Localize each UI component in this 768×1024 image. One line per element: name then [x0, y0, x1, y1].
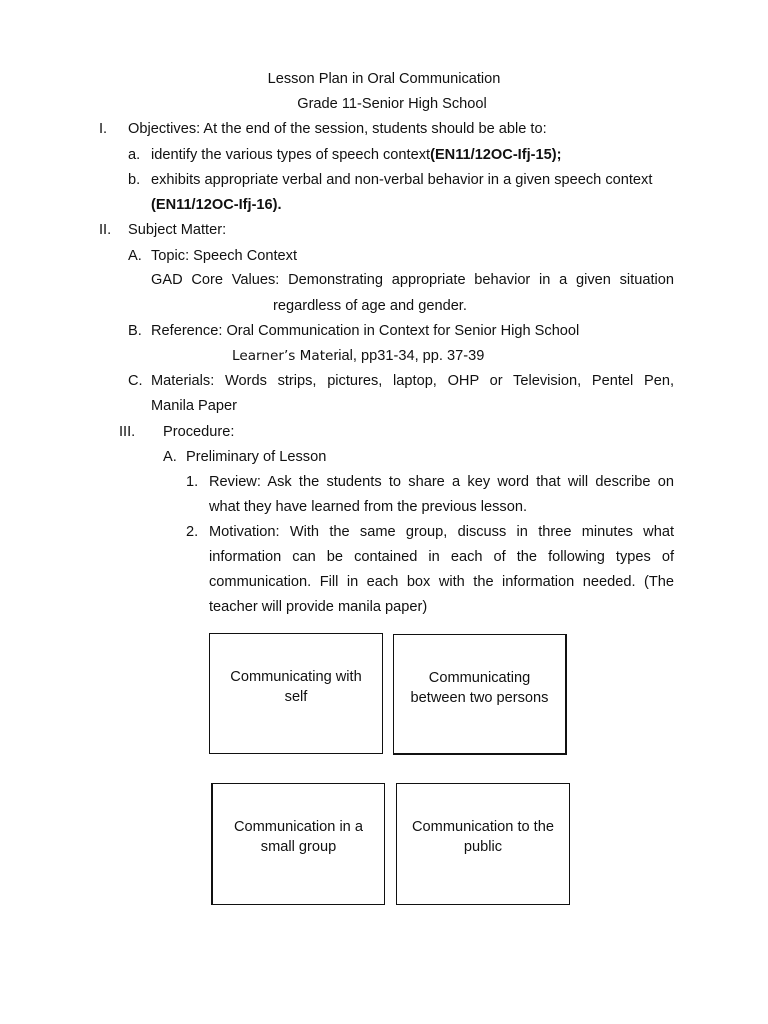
box-communicating-with-self [209, 633, 383, 754]
step-1-marker: 1. [186, 474, 199, 490]
reference-line2-end: rial, pp31-34, pp. 37-39 [333, 348, 485, 364]
box-label-line2: self [284, 689, 308, 705]
gad-core-values-line1: GAD Core Values: Demonstrating appropriate behavior in a given situation [151, 272, 674, 288]
box-label-line1: Communication in a [234, 819, 363, 835]
box-communicating-between-two-persons [393, 634, 567, 755]
objective-b-marker: b. [128, 172, 141, 188]
preliminary-marker: A. [163, 449, 177, 465]
document-title: Lesson Plan in Oral Communication [267, 71, 501, 87]
section-marker-objectives: I. [99, 121, 108, 137]
reference-line1: Reference: Oral Communication in Context for Senior High School [151, 323, 580, 339]
box-label-line1: Communication to the [412, 819, 554, 835]
procedure-heading: Procedure: [163, 424, 235, 440]
step-2-line3: communication. Fill in each box with the information needed. (The [209, 574, 674, 590]
objective-b-text: exhibits appropriate verbal and non-verbal behavior in a given speech context [151, 172, 653, 188]
preliminary-heading: Preliminary of Lesson [186, 449, 327, 465]
objectives-heading: Objectives: At the end of the session, students should be able to: [128, 121, 547, 137]
step-2-line1: Motivation: With the same group, discuss in three minutes what [209, 524, 674, 540]
box-label-line2: between two persons [410, 690, 549, 706]
topic-marker: A. [128, 248, 142, 264]
section-marker-subject-matter: II. [99, 222, 112, 238]
gad-core-values-line2: regardless of age and gender. [273, 298, 467, 314]
box-label-line2: small group [260, 839, 337, 855]
step-2-line4: teacher will provide manila paper) [209, 599, 428, 615]
objective-a-code: (EN11/12OC-Ifj-15); [430, 147, 562, 163]
objective-a [151, 147, 561, 163]
step-1-line2: what they have learned from the previous lesson. [209, 499, 527, 515]
reference-line2-start: Learner’s Mate [232, 348, 334, 364]
materials-line1: Materials: Words strips, pictures, laptop, OHP or Television, Pentel Pen, [151, 373, 674, 389]
section-marker-procedure: III. [119, 424, 136, 440]
step-2-marker: 2. [186, 524, 199, 540]
objective-a-text: identify the various types of speech context [151, 147, 431, 163]
document-subtitle: Grade 11-Senior High School [297, 96, 487, 112]
box-label-line2: public [463, 839, 503, 855]
reference-marker: B. [128, 323, 142, 339]
step-2-line2: information can be contained in each of the following types of [209, 549, 674, 565]
box-label-line1: Communicating with [230, 669, 362, 685]
box-label-line1: Communicating [428, 670, 531, 686]
box-communication-to-public [396, 783, 570, 905]
materials-line2: Manila Paper [151, 398, 237, 414]
step-1-line1: Review: Ask the students to share a key word that will describe on [209, 474, 674, 490]
materials-marker: C. [128, 373, 143, 389]
topic-text: Topic: Speech Context [151, 248, 298, 264]
objective-b-code: (EN11/12OC-Ifj-16). [151, 197, 282, 213]
objective-a-marker: a. [128, 147, 141, 163]
box-communication-small-group [211, 783, 385, 905]
reference-line2 [232, 348, 484, 364]
subject-matter-heading: Subject Matter: [128, 222, 227, 238]
